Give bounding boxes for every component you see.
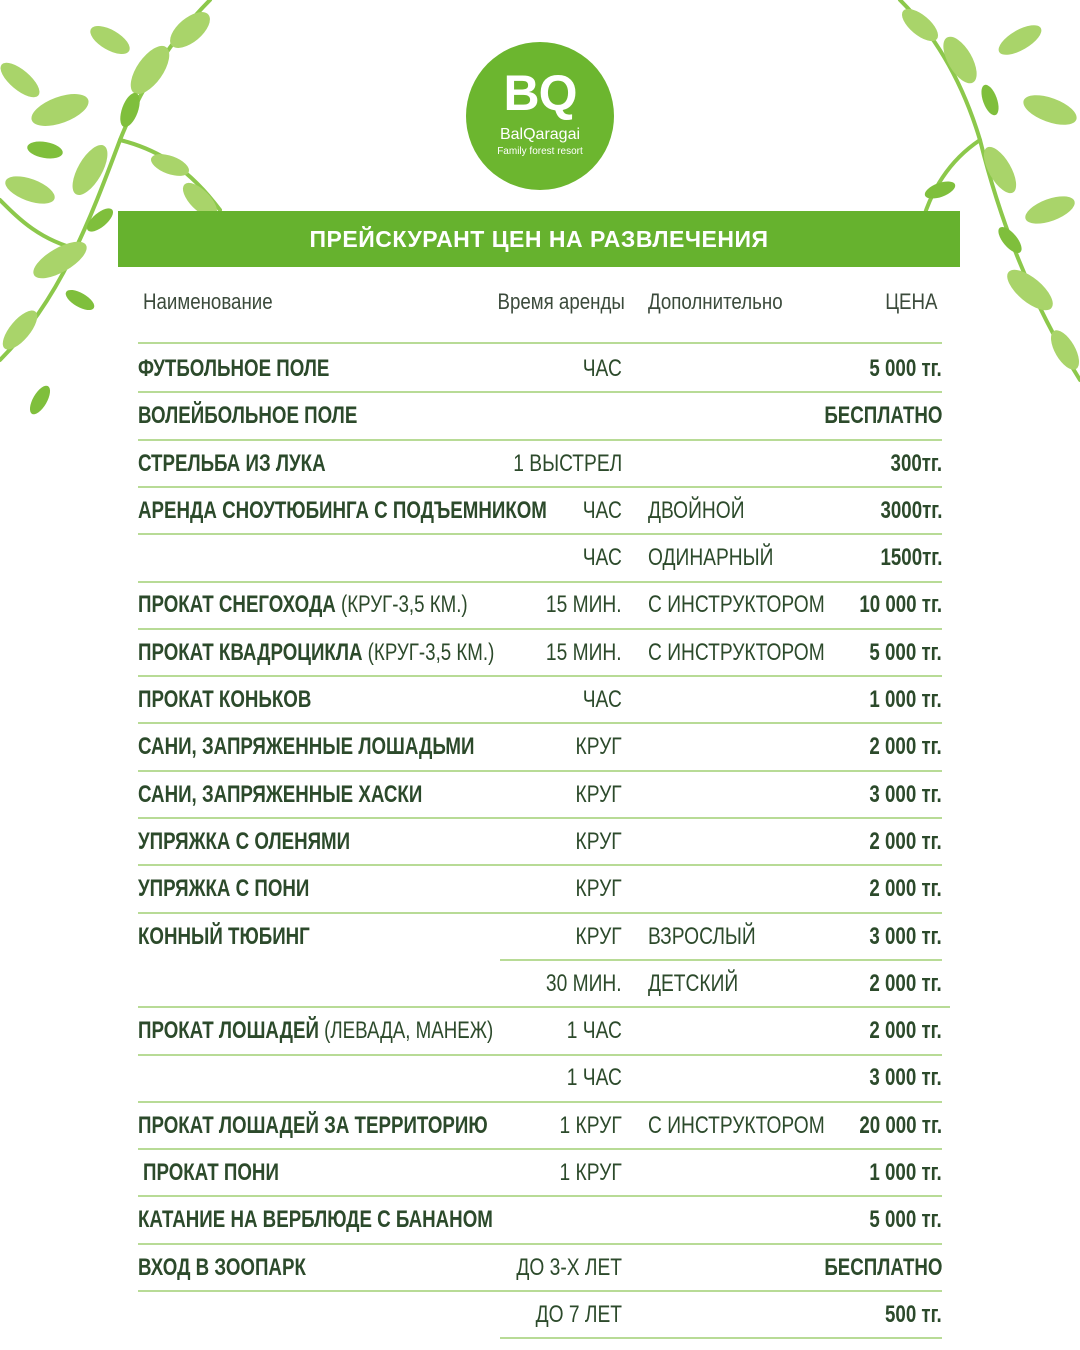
row-name [138, 1244, 306, 1291]
row-divider [500, 959, 942, 961]
row-divider [138, 1290, 942, 1292]
row-name-note: (КРУГ-3,5 КМ.) [335, 591, 468, 619]
row-name [138, 676, 311, 723]
row-name [138, 440, 326, 487]
row-rental-time: 1 ЧАС [566, 1064, 622, 1092]
row-divider [138, 722, 942, 724]
row-price: БЕСПЛАТНО [823, 1253, 942, 1281]
row-extra: ВЗРОСЛЫЙ [648, 922, 756, 950]
row-rental-time: ДО 7 ЛЕТ [535, 1300, 622, 1328]
row-name-note: (ЛЕВАДА, МАНЕЖ) [318, 1017, 494, 1045]
row-name [138, 1102, 488, 1149]
row-price: 2 000 тг. [869, 1017, 942, 1045]
price-table [0, 345, 1080, 1338]
row-name-text: ПРОКАТ ПОНИ [143, 1159, 279, 1187]
column-header-time: Время аренды [497, 289, 625, 314]
row-name [138, 487, 547, 534]
row-name-text: ПРОКАТ ЛОШАДЕЙ [138, 1017, 319, 1045]
row-name [138, 865, 309, 912]
row-rental-time: ДО 3-Х ЛЕТ [516, 1253, 622, 1281]
row-divider [138, 912, 942, 914]
table-row [0, 960, 1080, 1007]
row-price: 300тг. [890, 449, 942, 477]
row-price: 3 000 тг. [869, 780, 942, 808]
row-name-text: ПРОКАТ КОНЬКОВ [138, 686, 312, 714]
row-divider [138, 486, 942, 488]
row-price: 1500тг. [880, 544, 942, 572]
table-row [0, 629, 1080, 676]
row-rental-time: 30 МИН. [546, 969, 622, 997]
row-name-text: ПРОКАТ КВАДРОЦИКЛА [138, 638, 363, 666]
table-row [0, 534, 1080, 581]
row-price: 2 000 тг. [869, 875, 942, 903]
row-extra: ДВОЙНОЙ [648, 496, 745, 524]
row-price: БЕСПЛАТНО [823, 402, 942, 430]
row-price: 3 000 тг. [869, 1064, 942, 1092]
row-divider [500, 1337, 942, 1339]
table-row [0, 487, 1080, 534]
row-extra: ОДИНАРНЫЙ [648, 544, 774, 572]
table-row [0, 676, 1080, 723]
table-row [0, 913, 1080, 960]
row-divider [138, 1101, 942, 1103]
row-price: 1 000 тг. [869, 686, 942, 714]
row-name [138, 818, 350, 865]
row-divider [138, 817, 942, 819]
row-name-text: КОННЫЙ ТЮБИНГ [138, 922, 310, 950]
row-divider [138, 439, 942, 441]
row-rental-time: ЧАС [582, 355, 622, 382]
row-price: 2 000 тг. [869, 733, 942, 761]
row-divider [138, 1195, 942, 1197]
row-price: 1 000 тг. [869, 1159, 942, 1187]
row-name [138, 771, 422, 818]
table-row [0, 345, 1080, 392]
column-header-name: Наименование [143, 289, 273, 314]
row-name [138, 913, 310, 960]
row-divider [138, 391, 942, 393]
row-divider [138, 533, 942, 535]
row-rental-time: 15 МИН. [546, 591, 622, 619]
row-rental-time: ЧАС [582, 496, 622, 524]
row-rental-time: 1 КРУГ [559, 1111, 622, 1139]
row-name-text: КАТАНИЕ НА ВЕРБЛЮДЕ С БАНАНОМ [138, 1206, 493, 1234]
row-extra: ДЕТСКИЙ [648, 969, 739, 997]
row-rental-time: КРУГ [575, 922, 622, 950]
row-name [143, 1149, 279, 1196]
table-row [0, 771, 1080, 818]
row-rental-time: 1 ВЫСТРЕЛ [513, 449, 622, 477]
row-price: 2 000 тг. [869, 969, 942, 997]
row-price: 20 000 тг. [859, 1111, 942, 1139]
row-price: 5 000 тг. [869, 638, 942, 666]
table-row [0, 440, 1080, 487]
row-name-text: ФУТБОЛЬНОЕ ПОЛЕ [138, 355, 330, 382]
row-rental-time: 15 МИН. [546, 638, 622, 666]
column-header-extra: Дополнительно [648, 289, 783, 314]
row-rental-time: КРУГ [575, 875, 622, 903]
table-row [0, 392, 1080, 439]
row-rental-time: 1 ЧАС [566, 1017, 622, 1045]
table-row [0, 1054, 1080, 1101]
row-divider [138, 1054, 942, 1056]
brand-logo [466, 42, 614, 190]
row-price: 2 000 тг. [869, 827, 942, 855]
row-name-text: АРЕНДА СНОУТЮБИНГА С ПОДЪЕМНИКОМ [138, 496, 547, 524]
row-rental-time: ЧАС [582, 686, 622, 714]
table-row [0, 581, 1080, 628]
row-divider [138, 581, 942, 583]
column-header-price: ЦЕНА [885, 289, 938, 314]
logo-tagline: Family forest resort [497, 146, 583, 157]
table-row [0, 1102, 1080, 1149]
row-divider [138, 628, 942, 630]
table-row [0, 818, 1080, 865]
row-name-text: ВОЛЕЙБОЛЬНОЕ ПОЛЕ [138, 402, 358, 430]
row-divider [138, 770, 942, 772]
row-name [138, 581, 468, 628]
row-extra: С ИНСТРУКТОРОМ [648, 638, 825, 666]
row-price: 3000тг. [880, 496, 942, 524]
row-extra: С ИНСТРУКТОРОМ [648, 591, 825, 619]
row-name [138, 1007, 493, 1054]
row-rental-time: КРУГ [575, 733, 622, 761]
row-name [138, 392, 357, 439]
table-row [0, 1149, 1080, 1196]
row-divider [138, 1006, 950, 1008]
table-row [0, 865, 1080, 912]
logo-mark: BQ [503, 65, 577, 121]
row-divider [138, 675, 942, 677]
row-price: 5 000 тг. [869, 1206, 942, 1234]
row-name [138, 345, 329, 392]
row-name-text: САНИ, ЗАПРЯЖЕННЫЕ ЛОШАДЬМИ [138, 733, 475, 761]
row-name [138, 723, 474, 770]
row-name-text: ВХОД В ЗООПАРК [138, 1253, 306, 1281]
row-name-note: (КРУГ-3,5 КМ.) [362, 638, 495, 666]
row-name-text: СТРЕЛЬБА ИЗ ЛУКА [138, 449, 326, 477]
logo-name: BalQaragai [499, 126, 581, 143]
row-price: 3 000 тг. [869, 922, 942, 950]
table-row [0, 1291, 1080, 1338]
right-foliage-decoration [880, 0, 1080, 400]
row-divider [138, 1148, 942, 1150]
row-name-text: САНИ, ЗАПРЯЖЕННЫЕ ХАСКИ [138, 780, 423, 808]
row-price: 10 000 тг. [859, 591, 942, 619]
row-rental-time: ЧАС [582, 544, 622, 572]
row-name-text: УПРЯЖКА С ОЛЕНЯМИ [138, 827, 351, 855]
row-name [138, 1196, 493, 1243]
row-rental-time: КРУГ [575, 780, 622, 808]
table-row [0, 723, 1080, 770]
row-rental-time: 1 КРУГ [559, 1159, 622, 1187]
row-name-text: УПРЯЖКА С ПОНИ [138, 875, 310, 903]
row-extra: С ИНСТРУКТОРОМ [648, 1111, 825, 1139]
row-name-text: ПРОКАТ ЛОШАДЕЙ ЗА ТЕРРИТОРИЮ [138, 1111, 488, 1139]
row-divider [138, 864, 942, 866]
row-divider [138, 1243, 942, 1245]
row-name-text: ПРОКАТ СНЕГОХОДА [138, 591, 336, 619]
row-price: 5 000 тг. [869, 355, 942, 382]
table-row [0, 1196, 1080, 1243]
row-rental-time: КРУГ [575, 827, 622, 855]
table-row [0, 1244, 1080, 1291]
row-name [138, 629, 494, 676]
row-price: 500 тг. [885, 1300, 942, 1328]
price-list-title: ПРЕЙСКУРАНТ ЦЕН НА РАЗВЛЕЧЕНИЯ [118, 211, 960, 267]
table-row [0, 1007, 1080, 1054]
header-divider [138, 342, 942, 344]
